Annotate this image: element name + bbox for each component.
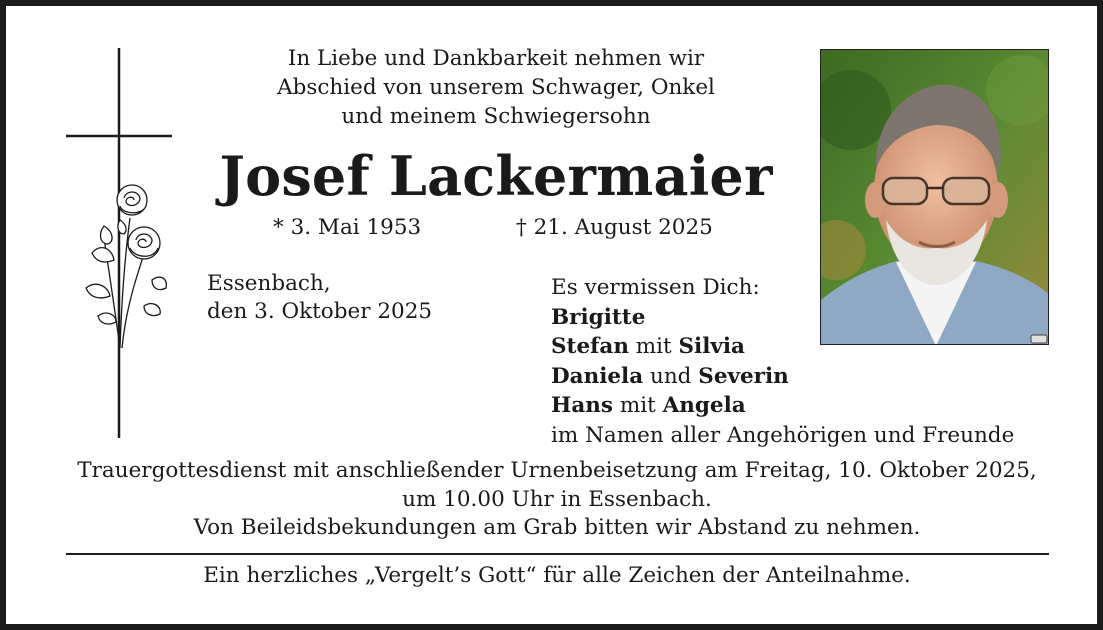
birth-date: * 3. Mai 1953 <box>273 215 422 240</box>
death-date: † 21. August 2025 <box>516 215 713 240</box>
portrait-photo <box>820 49 1049 345</box>
mourners-closing: im Namen aller Angehörigen und Freunde <box>551 422 1015 448</box>
service-line: um 10.00 Uhr in Essenbach. <box>402 486 712 512</box>
divider <box>66 553 1049 555</box>
service-info <box>46 457 1068 543</box>
intro-line: In Liebe und Dankbarkeit nehmen wir <box>287 46 705 71</box>
mourner-name: Angela <box>662 393 746 418</box>
mourner-name: Severin <box>698 363 789 389</box>
intro-text <box>196 44 796 131</box>
mourner-line <box>551 362 1014 392</box>
mourner-name: Stefan <box>551 334 629 359</box>
mourner-joiner: und <box>643 363 699 389</box>
mourner-name: Hans <box>551 393 613 418</box>
mourner-name: Daniela <box>551 363 644 389</box>
mourner-joiner: mit <box>628 334 679 359</box>
deceased-name: Josef Lackermaier <box>219 144 773 208</box>
mourner-joiner: mit <box>612 393 663 418</box>
mourner-line <box>551 391 1014 421</box>
place-line: Essenbach, <box>207 271 331 296</box>
mourner-name: Brigitte <box>551 304 646 330</box>
cross-with-roses-icon <box>64 48 174 440</box>
mourners-heading: Es vermissen Dich: <box>551 275 760 300</box>
place-and-date <box>207 270 432 326</box>
date-line: den 3. Oktober 2025 <box>207 299 433 324</box>
thanks-line: Ein herzliches „Vergelt’s Gott“ für alle Zeichen der Anteilnahme. <box>203 563 911 588</box>
mourner-name: Silvia <box>678 334 745 359</box>
service-line: Von Beileidsbekundungen am Grab bitten wir Abstand zu nehmen. <box>193 515 921 540</box>
intro-line: und meinem Schwiegersohn <box>341 104 651 129</box>
intro-line: Abschied von unserem Schwager, Onkel <box>277 75 715 100</box>
service-line: Trauergottesdienst mit anschließender Urnenbeisetzung am Freitag, 10. Oktober 2025, <box>77 458 1037 483</box>
